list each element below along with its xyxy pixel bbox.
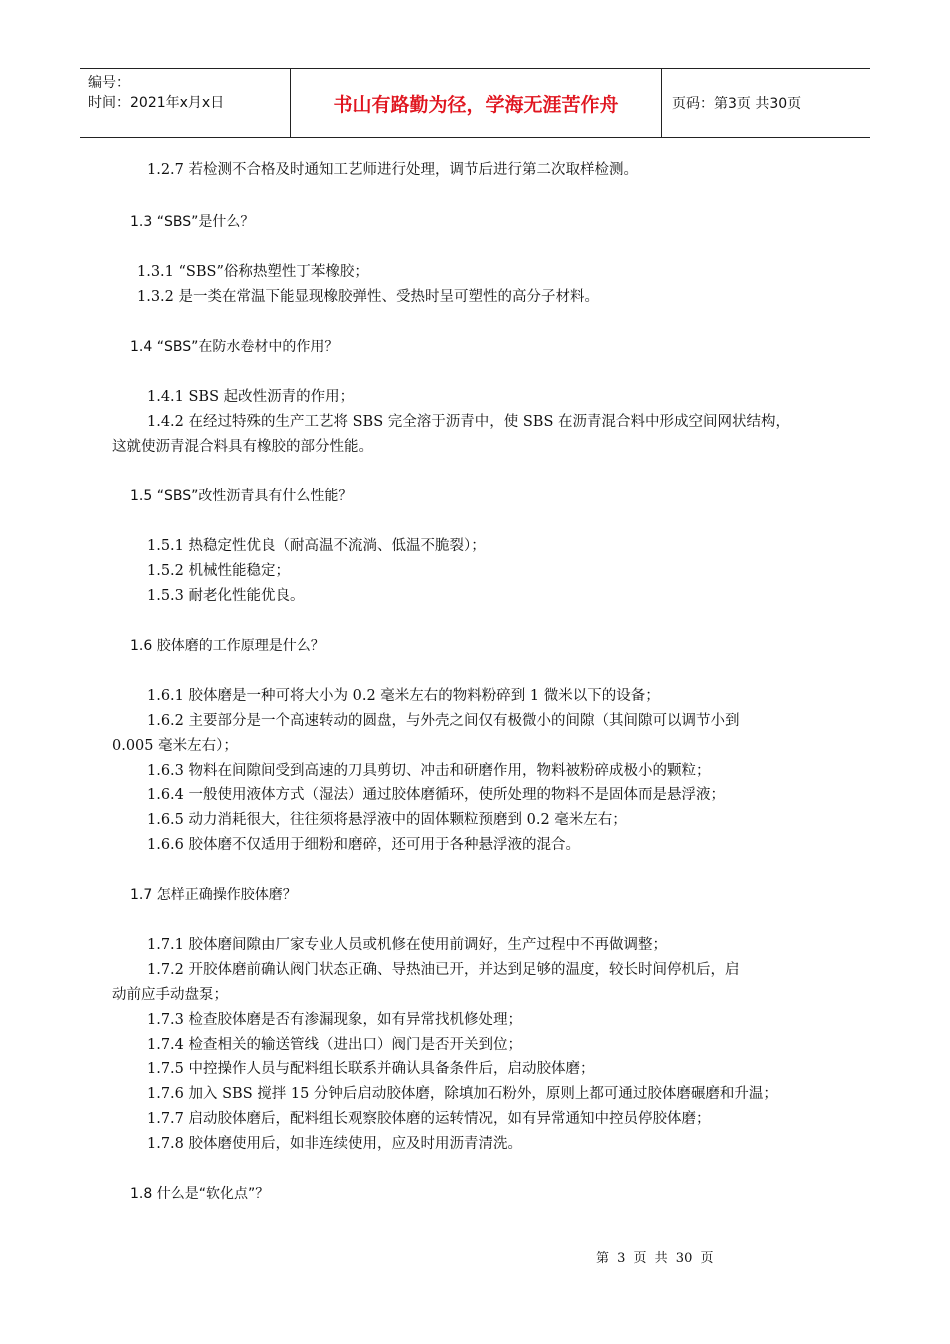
heading-1-4: 1.4 “SBS”在防水卷材中的作用？	[130, 339, 339, 355]
paragraph-1-4-2-a: 1.4.2 在经过特殊的生产工艺将 SBS 完全溶于沥青中，使 SBS 在沥青混合料中形成空间网状结构，	[147, 414, 790, 430]
paragraph-1-4-2-b: 这就使沥青混合料具有橡胶的部分性能。	[112, 439, 373, 455]
paragraph-1-7-4: 1.7.4 检查相关的输送管线（进出口）阀门是否开关到位；	[147, 1037, 523, 1053]
paragraph-1-6-2-b: 0.005 毫米左右）；	[112, 738, 238, 754]
paragraph-1-6-4: 1.6.4 一般使用液体方式（湿法）通过胶体磨循环，使所处理的物料不是固体而是悬浮液；	[147, 787, 725, 803]
paragraph-1-2-7: 1.2.7 若检测不合格及时通知工艺师进行处理，调节后进行第二次取样检测。	[147, 162, 639, 178]
paragraph-1-5-3: 1.5.3 耐老化性能优良。	[147, 588, 305, 604]
date-label: 时间：2021年x月x日	[88, 95, 225, 111]
heading-1-7: 1.7 怎样正确操作胶体磨？	[130, 887, 297, 903]
paragraph-1-7-7: 1.7.7 启动胶体磨后，配料组长观察胶体磨的运转情况，如有异常通知中控员停胶体磨；	[147, 1111, 711, 1127]
number-label: 编号：	[88, 75, 130, 91]
paragraph-1-3-2: 1.3.2 是一类在常温下能显现橡胶弹性、受热时呈可塑性的高分子材料。	[137, 289, 600, 305]
paragraph-1-6-1: 1.6.1 胶体磨是一种可将大小为 0.2 毫米左右的物料粉碎到 1 微米以下的设备；	[147, 688, 660, 704]
paragraph-1-5-1: 1.5.1 热稳定性优良（耐高温不流淌、低温不脆裂）；	[147, 538, 486, 554]
heading-1-5: 1.5 “SBS”改性沥青具有什么性能？	[130, 488, 353, 504]
header-meta	[80, 69, 291, 137]
heading-1-3: 1.3 “SBS”是什么？	[130, 214, 255, 230]
heading-1-6: 1.6 胶体磨的工作原理是什么？	[130, 638, 325, 654]
paragraph-1-3-1: 1.3.1 “SBS”俗称热塑性丁苯橡胶；	[137, 264, 369, 280]
paragraph-1-4-1: 1.4.1 SBS 起改性沥青的作用；	[147, 389, 355, 405]
paragraph-1-6-5: 1.6.5 动力消耗很大，往往须将悬浮液中的固体颗粒预磨到 0.2 毫米左右；	[147, 812, 627, 828]
paragraph-1-7-6: 1.7.6 加入 SBS 搅拌 15 分钟后启动胶体磨，除填加石粉外，原则上都可通过胶体磨碾磨和升温；	[147, 1086, 778, 1102]
paragraph-1-6-6: 1.6.6 胶体磨不仅适用于细粉和磨碎，还可用于各种悬浮液的混合。	[147, 837, 581, 853]
paragraph-1-6-3: 1.6.3 物料在间隙间受到高速的刀具剪切、冲击和研磨作用，物料被粉碎成极小的颗粒；	[147, 763, 711, 779]
paragraph-1-5-2: 1.5.2 机械性能稳定；	[147, 563, 291, 579]
page-footer: 第 3 页 共 30 页	[596, 1251, 714, 1266]
paragraph-1-7-1: 1.7.1 胶体磨间隙由厂家专业人员或机修在使用前调好，生产过程中不再做调整；	[147, 937, 668, 953]
paragraph-1-7-5: 1.7.5 中控操作人员与配料组长联系并确认具备条件后，启动胶体磨；	[147, 1061, 595, 1077]
paragraph-1-7-2-a: 1.7.2 开胶体磨前确认阀门状态正确、导热油已开，并达到足够的温度，较长时间停机后，启	[147, 962, 740, 978]
heading-1-8: 1.8 什么是“软化点”？	[130, 1186, 270, 1202]
paragraph-1-6-2-a: 1.6.2 主要部分是一个高速转动的圆盘，与外壳之间仅有极微小的间隙（其间隙可以调节小到	[147, 713, 740, 729]
paragraph-1-7-3: 1.7.3 检查胶体磨是否有渗漏现象，如有异常找机修处理；	[147, 1012, 523, 1028]
header-motto: 书山有路勤为径，学海无涯苦作舟	[291, 69, 662, 137]
page-header	[80, 68, 870, 138]
paragraph-1-7-8: 1.7.8 胶体磨使用后，如非连续使用，应及时用沥青清洗。	[147, 1136, 523, 1152]
header-page-info: 页码：第3页 共30页	[672, 96, 802, 112]
paragraph-1-7-2-b: 动前应手动盘泵；	[112, 987, 228, 1003]
